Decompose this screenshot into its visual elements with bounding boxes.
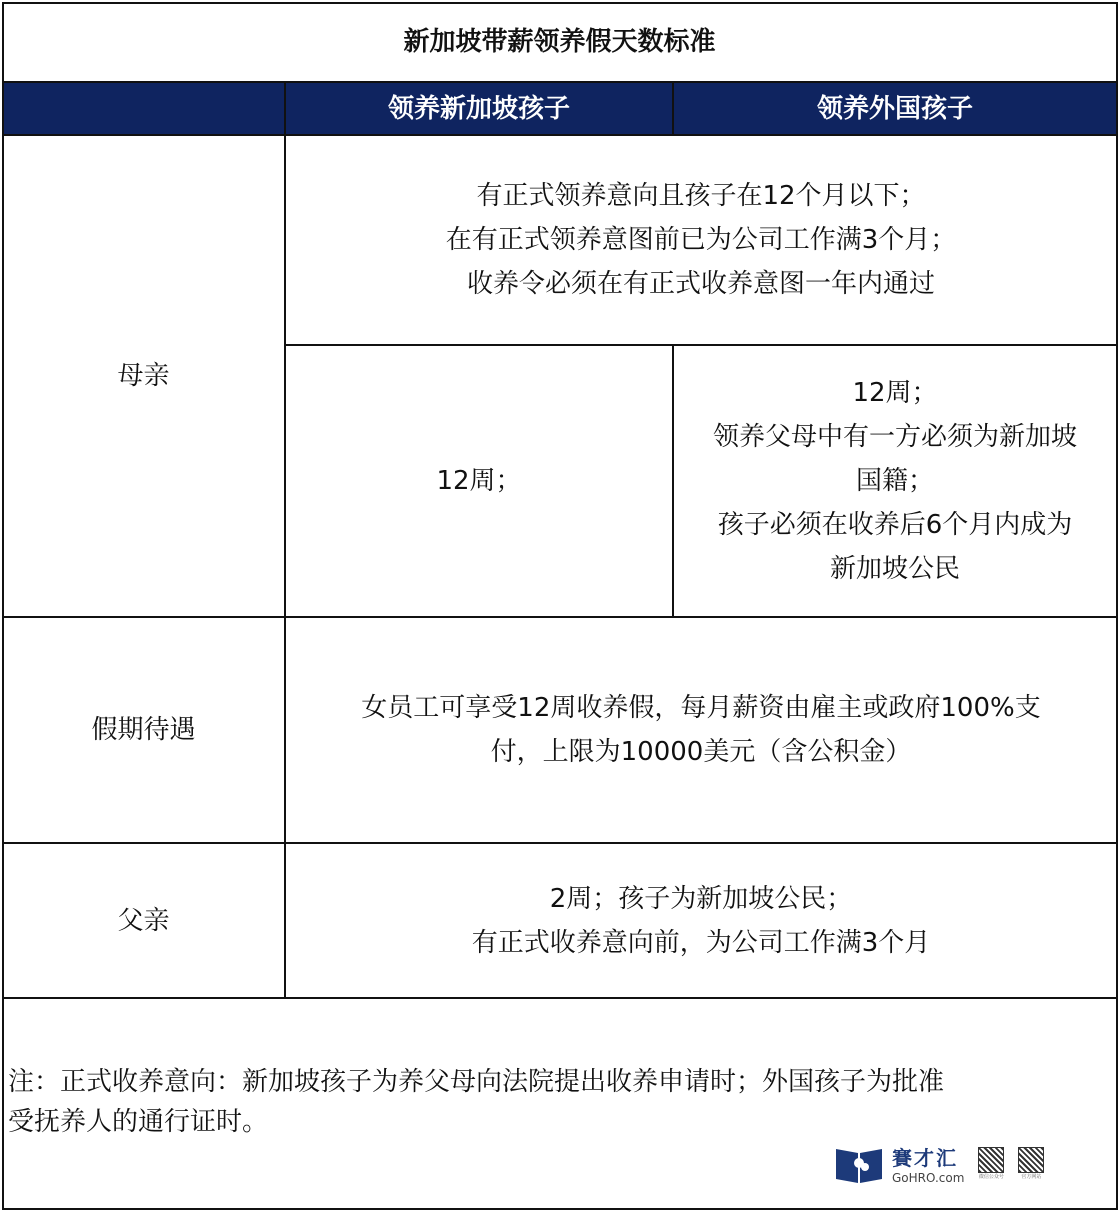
qr-label: 微信公众号 (978, 1174, 1004, 1180)
mother-foreign-conditions (673, 345, 1117, 617)
mother-common-conditions (285, 135, 1117, 345)
benefit-line: 女员工可享受12周收养假，每月薪资由雇主或政府100%支 (361, 693, 1041, 723)
table-title: 新加坡带薪领养假天数标准 (403, 27, 716, 57)
header-sg-child: 领养新加坡孩子 (285, 82, 673, 135)
border (2, 2, 4, 1210)
divider (284, 82, 286, 998)
divider (2, 997, 1118, 999)
divider (2, 616, 1118, 618)
condition-line: 有正式领养意向且孩子在12个月以下； (476, 181, 926, 211)
border (1116, 2, 1118, 1210)
condition-line: 孩子必须在收养后6个月内成为 (717, 510, 1073, 540)
leave-benefits (285, 617, 1117, 843)
divider (2, 842, 1118, 844)
condition-line: 有正式收养意向前，为公司工作满3个月 (471, 927, 931, 958)
header-foreign-child: 领养外国孩子 (673, 82, 1117, 135)
divider (2, 134, 1118, 136)
benefit-line: 付，上限为10000美元（含公积金） (490, 737, 912, 767)
divider (672, 345, 674, 617)
border (2, 1208, 1118, 1210)
book-icon (834, 1143, 884, 1185)
border (2, 2, 1118, 4)
father-conditions (285, 843, 1117, 998)
condition-line: 国籍； (855, 466, 934, 496)
gohro-logo (834, 1142, 1044, 1185)
footnote (8, 1062, 1108, 1142)
row-label-leave: 假期待遇 (91, 715, 196, 745)
condition-line: 新加坡公民 (829, 554, 960, 584)
qr-code-website (1018, 1147, 1044, 1180)
condition-line: 在有正式领养意图前已为公司工作满3个月； (445, 225, 957, 255)
row-label-mother: 母亲 (117, 361, 170, 391)
condition-line: 领养父母中有一方必须为新加坡 (712, 422, 1077, 452)
divider (672, 82, 674, 135)
row-label-father: 父亲 (117, 905, 170, 936)
condition-line: 收养令必须在有正式收养意图一年内通过 (466, 269, 935, 299)
qr-label: 官方网站 (1021, 1174, 1042, 1180)
qr-code-wechat (978, 1147, 1004, 1180)
logo-en: GoHRO.com (892, 1171, 965, 1185)
footnote-line: 受抚养人的通行证时。 (8, 1107, 269, 1137)
condition-line: 12周； (852, 378, 938, 408)
logo-cn: 賽才汇 (892, 1146, 958, 1170)
mother-sg-weeks: 12周； (436, 466, 522, 496)
footnote-line: 注：正式收养意向：新加坡孩子为养父母向法院提出收养申请时；外国孩子为批准 (8, 1067, 945, 1097)
divider (285, 344, 1117, 346)
header-empty (2, 82, 285, 135)
divider (2, 81, 1118, 83)
condition-line: 2周；孩子为新加坡公民； (549, 883, 853, 914)
